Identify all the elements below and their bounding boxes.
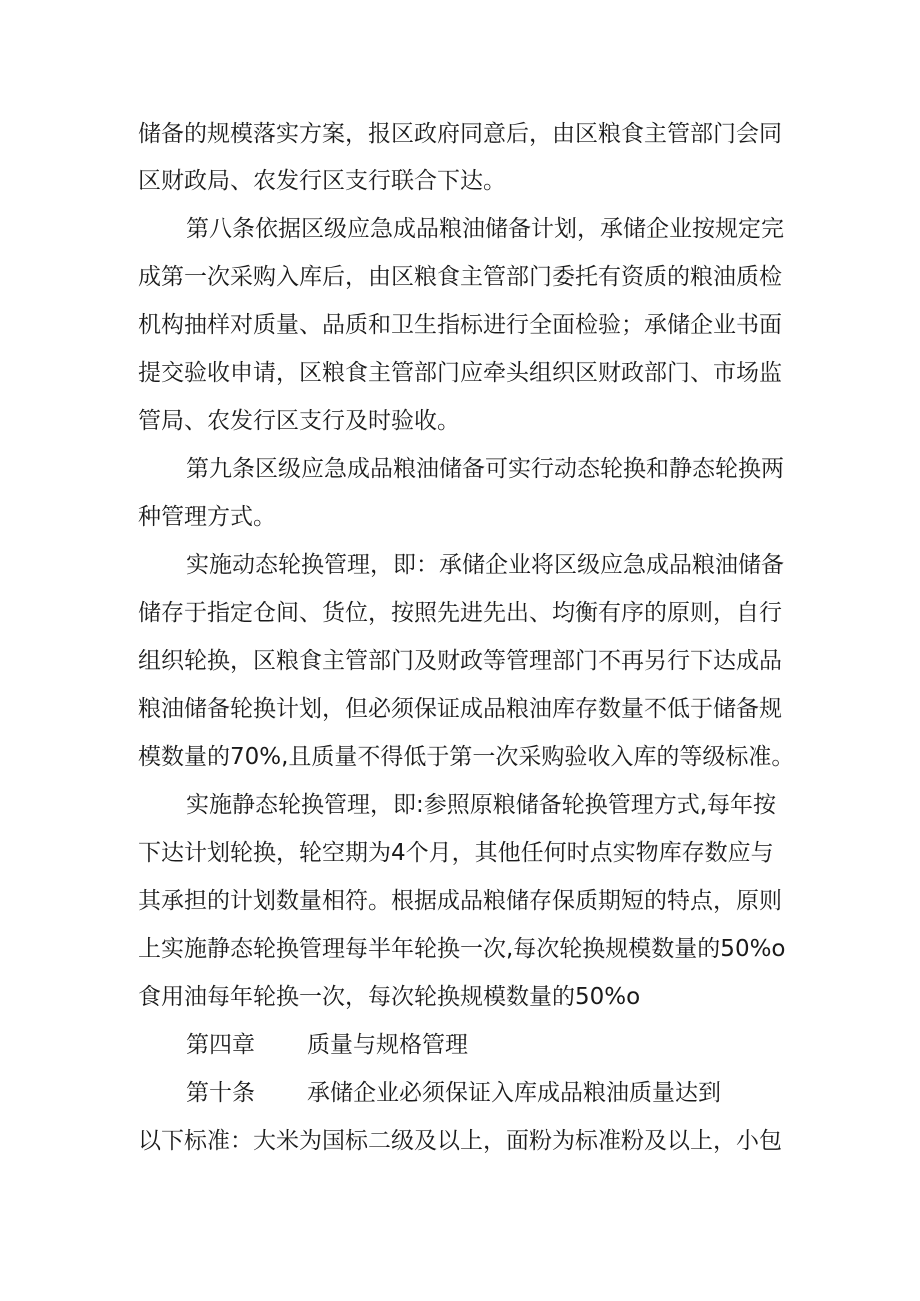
text-line: 储备的规模落实方案，报区政府同意后，由区粮食主管部门会同 — [138, 121, 782, 147]
paragraph-static-rotation: 实施静态轮换管理，即:参照原粮储备轮换管理方式,每年按 — [186, 792, 777, 818]
text-line: 成第一次采购入库后，由区粮食主管部门委托有资质的粮油质检 — [138, 264, 782, 290]
paragraph-dynamic-rotation: 实施动态轮换管理，即：承储企业将区级应急成品粮油储备 — [186, 552, 784, 578]
text-line: 以下标准：大米为国标二级及以上，面粉为标准粉及以上，小包 — [138, 1128, 782, 1154]
text-line: 提交验收申请，区粮食主管部门应牵头组织区财政部门、市场监 — [138, 360, 782, 386]
text-line: 组织轮换，区粮食主管部门及财政等管理部门不再另行下达成品 — [138, 648, 782, 674]
article-text: 承储企业必须保证入库成品粮油质量达到 — [307, 1080, 721, 1106]
chapter-heading — [186, 1030, 468, 1060]
text-line: 食用油每年轮换一次，每次轮换规模数量的50%o — [138, 984, 641, 1010]
text-line: 下达计划轮换，轮空期为4个月，其他任何时点实物库存数应与 — [138, 840, 774, 866]
article-8-line: 第八条依据区级应急成品粮油储备计划，承储企业按规定完 — [186, 216, 784, 242]
text-line: 模数量的70%,且质量不得低于第一次采购验收入库的等级标准。 — [138, 744, 795, 770]
text-line: 其承担的计划数量相符。根据成品粮储存保质期短的特点，原则 — [138, 888, 782, 914]
article-10-line — [186, 1078, 721, 1108]
article-9-line: 第九条区级应急成品粮油储备可实行动态轮换和静态轮换两 — [186, 456, 784, 482]
text-line: 上实施静态轮换管理每半年轮换一次,每次轮换规模数量的50%o — [138, 936, 786, 962]
text-line: 储存于指定仓间、货位，按照先进先出、均衡有序的原则，自行 — [138, 600, 782, 626]
text-line: 机构抽样对质量、品质和卫生指标进行全面检验；承储企业书面 — [138, 312, 782, 338]
text-line: 区财政局、农发行区支行联合下达。 — [138, 168, 506, 194]
text-line: 管局、农发行区支行及时验收。 — [138, 408, 460, 434]
text-line: 粮油储备轮换计划，但必须保证成品粮油库存数量不低于储备规 — [138, 696, 782, 722]
chapter-number: 第四章 — [186, 1032, 255, 1058]
chapter-title: 质量与规格管理 — [307, 1032, 468, 1058]
text-line: 种管理方式。 — [138, 504, 276, 530]
article-number: 第十条 — [186, 1080, 255, 1106]
